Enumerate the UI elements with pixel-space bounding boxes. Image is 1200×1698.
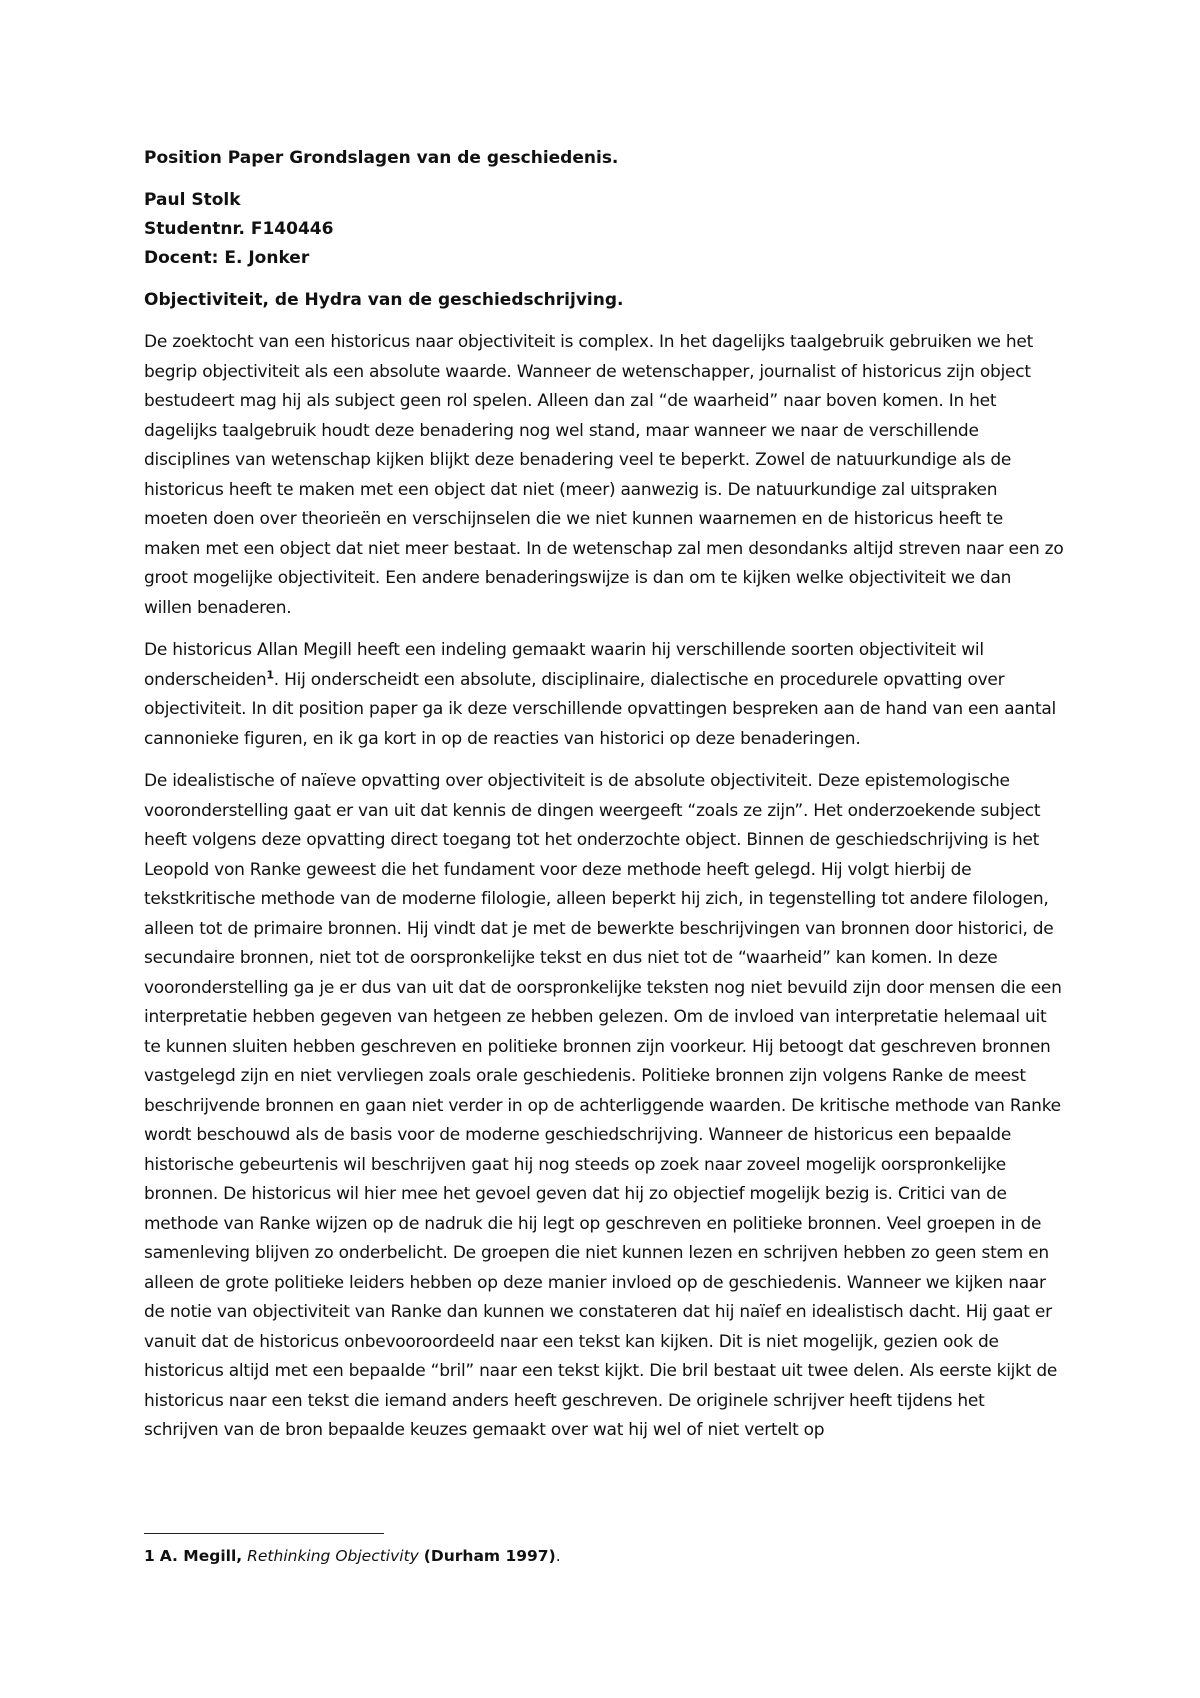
footnote-place: (Durham 1997) xyxy=(423,1547,556,1565)
footnote-author: A. Megill, xyxy=(159,1547,243,1565)
paragraph-2-after: . Hij onderscheidt een absolute, disciplinaire, dialectische en procedurele opvatting over objectiviteit. In dit position paper ga ik deze verschillende opvattingen bespreken aan de hand van een aantal cannonieke figuren, en ik ga kort in op de reacties van historici op deze benaderingen. xyxy=(144,669,1057,749)
footnote-title: Rethinking Objectivity xyxy=(247,1547,419,1565)
paragraph-2 xyxy=(144,636,1064,754)
document-body xyxy=(144,144,1064,1459)
document-subtitle: Objectiviteit, de Hydra van de geschiedschrijving. xyxy=(144,290,624,310)
footnote-end: . xyxy=(555,1547,561,1565)
paragraph-1: De zoektocht van een historicus naar objectiviteit is complex. In het dagelijks taalgebruik gebruiken we het begrip objectiviteit als een absolute waarde. Wanneer de wetenschapper, journalist of historicus zijn object bestudeert mag hij als subject geen rol spelen. Alleen dan zal “de waarheid” naar boven komen. In het dagelijks taalgebruik houdt deze benadering nog wel stand, maar wanneer we naar de verschillende disciplines van wetenschap kijken blijkt deze benadering veel te beperkt. Zowel de natuurkundige als de historicus heeft te maken met een object dat niet (meer) aanwezig is. De natuurkundige zal uitspraken moeten doen over theorieën en verschijnselen die we niet kunnen waarnemen en de historicus heeft te maken met een object dat niet meer bestaat. In de wetenschap zal men desondanks altijd streven naar een zo groot mogelijke objectiviteit. Een andere benaderingswijze is dan om te kijken welke objectiviteit we dan willen benaderen. xyxy=(144,332,1064,618)
footnote-reference[interactable]: 1 xyxy=(266,667,274,681)
footnote-separator xyxy=(144,1533,384,1534)
document-title: Position Paper Grondslagen van de geschiedenis. xyxy=(144,148,619,168)
paragraph-3: De idealistische of naïeve opvatting over objectiviteit is de absolute objectiviteit. Deze epistemologische vooronderstelling gaat er van uit dat kennis de dingen weergeeft “zoals ze zijn”. Het onderzoekende subject heeft volgens deze opvatting direct toegang tot het onderzochte object. Binnen de geschiedschrijving is het Leopold von Ranke geweest die het fundament voor deze methode heeft gelegd. Hij volgt hierbij de tekstkritische methode van de moderne filologie, alleen beperkt hij zich, in tegenstelling tot andere filologen, alleen tot de primaire bronnen. Hij vindt dat je met de bewerkte beschrijvingen van bronnen door historici, de secundaire bronnen, niet tot de oorspronkelijke tekst en dus niet tot de “waarheid” kan komen. In deze vooronderstelling ga je er dus van uit dat de oorspronkelijke teksten nog niet bevuild zijn door mensen die een interpretatie hebben gegeven van hetgeen ze hebben gelezen. Om de invloed van interpretatie helemaal uit te kunnen sluiten hebben geschreven en politieke bronnen zijn voorkeur. Hij betoogt dat geschreven bronnen vastgelegd zijn en niet vervliegen zoals orale geschiedenis. Politieke bronnen zijn volgens Ranke de meest beschrijvende bronnen en gaan niet verder in op de achterliggende waarden. De kritische methode van Ranke wordt beschouwd als de basis voor de moderne geschiedschrijving. Wanneer de historicus een bepaalde historische gebeurtenis wil beschrijven gaat hij nog steeds op zoek naar zoveel mogelijk oorspronkelijke bronnen. De historicus wil hier mee het gevoel geven dat hij zo objectief mogelijk bezig is. Critici van de methode van Ranke wijzen op de nadruk die hij legt op geschreven en politieke bronnen. Veel groepen in de samenleving blijven zo onderbelicht. De groepen die niet kunnen lezen en schrijven hebben zo geen stem en alleen de grote politieke leiders hebben op deze manier invloed op de geschiedenis. Wanneer we kijken naar de notie van objectiviteit van Ranke dan kunnen we constateren dat hij naïef en idealistisch dacht. Hij gaat er vanuit dat de historicus onbevooroordeeld naar een tekst kan kijken. Dit is niet mogelijk, gezien ook de historicus altijd met een bepaalde “bril” naar een tekst kijkt. Die bril bestaat uit twee delen. Als eerste kijkt de historicus naar een tekst die iemand anders heeft geschreven. De originele schrijver heeft tijdens het schrijven van de bron bepaalde keuzes gemaakt over wat hij wel of niet vertelt op xyxy=(144,771,1062,1440)
author-info xyxy=(144,186,1064,273)
student-number: Studentnr. F140446 xyxy=(144,219,334,239)
lecturer: Docent: E. Jonker xyxy=(144,248,310,268)
footnote-number: 1 xyxy=(144,1547,155,1565)
paragraph-2-before: De historicus Allan Megill heeft een indeling gemaakt waarin hij verschillende soorten objectiviteit wil onderscheiden xyxy=(144,640,984,690)
footnote xyxy=(144,1544,561,1568)
author-name: Paul Stolk xyxy=(144,190,241,210)
